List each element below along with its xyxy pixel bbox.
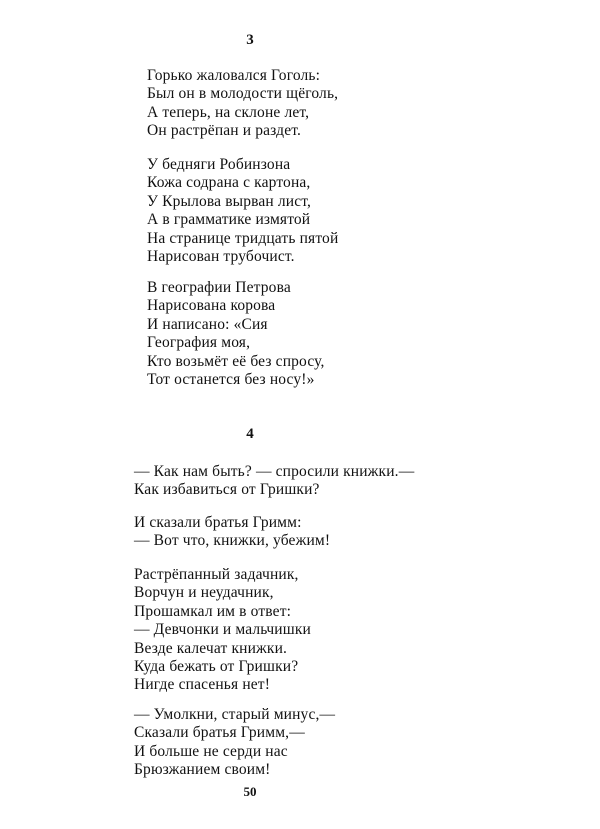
- verse-line: Брюзжанием своим!: [134, 761, 271, 779]
- poem-stanza: [147, 156, 338, 266]
- verse-line: Нарисована корова: [147, 297, 276, 315]
- verse-line: Он растрёпан и раздет.: [147, 122, 302, 140]
- verse-line: А в грамматике измятой: [147, 211, 311, 229]
- verse-line: Тот останется без носу!»: [147, 371, 315, 389]
- verse-line: Прошамкал им в ответ:: [134, 602, 292, 620]
- verse-line: И написано: «Сия: [147, 315, 268, 333]
- verse-line: И больше не серди нас: [134, 742, 288, 760]
- poem-stanza: [147, 67, 338, 141]
- verse-line: — Вот что, книжки, убежим!: [134, 532, 331, 550]
- verse-line: А теперь, на склоне лет,: [147, 103, 310, 121]
- verse-line: В географии Петрова: [147, 279, 291, 296]
- poem-stanza: [134, 566, 311, 695]
- verse-line: У бедняги Робинзона: [147, 156, 291, 173]
- page-number: 50: [243, 784, 257, 799]
- poem-stanza: [134, 463, 414, 500]
- verse-line: Нарисован трубочист.: [147, 248, 295, 266]
- section-number-3: 3: [246, 32, 254, 48]
- verse-line: — Умолкни, старый минус,—: [134, 706, 336, 723]
- verse-line: И сказали братья Гримм:: [134, 514, 302, 531]
- poem-stanza: [147, 279, 325, 389]
- poem-stanza: [134, 514, 330, 551]
- verse-line: Был он в молодости щёголь,: [147, 85, 339, 103]
- verse-line: Растрёпанный задачник,: [134, 566, 299, 583]
- verse-line: Везде калечат книжки.: [134, 639, 288, 657]
- verse-line: — Как нам быть? — спросили книжки.—: [134, 463, 415, 480]
- section-number-4: 4: [246, 426, 254, 442]
- verse-line: Нигде спасенья нет!: [134, 676, 271, 694]
- verse-line: Сказали братья Гримм,—: [134, 724, 305, 742]
- verse-line: — Девчонки и мальчишки: [134, 621, 311, 639]
- verse-line: У Крылова вырван лист,: [147, 192, 312, 210]
- verse-line: На странице тридцать пятой: [147, 229, 339, 247]
- verse-line: Ворчун и неудачник,: [134, 584, 274, 602]
- verse-line: Кожа содрана с картона,: [147, 174, 311, 192]
- verse-line: Куда бежать от Гришки?: [134, 658, 299, 676]
- poem-stanza: [134, 706, 335, 780]
- verse-line: Горько жаловался Гоголь:: [147, 67, 321, 84]
- verse-line: География моя,: [147, 334, 251, 352]
- verse-line: Кто возьмёт её без спросу,: [147, 352, 325, 370]
- verse-line: Как избавиться от Гришки?: [134, 481, 320, 499]
